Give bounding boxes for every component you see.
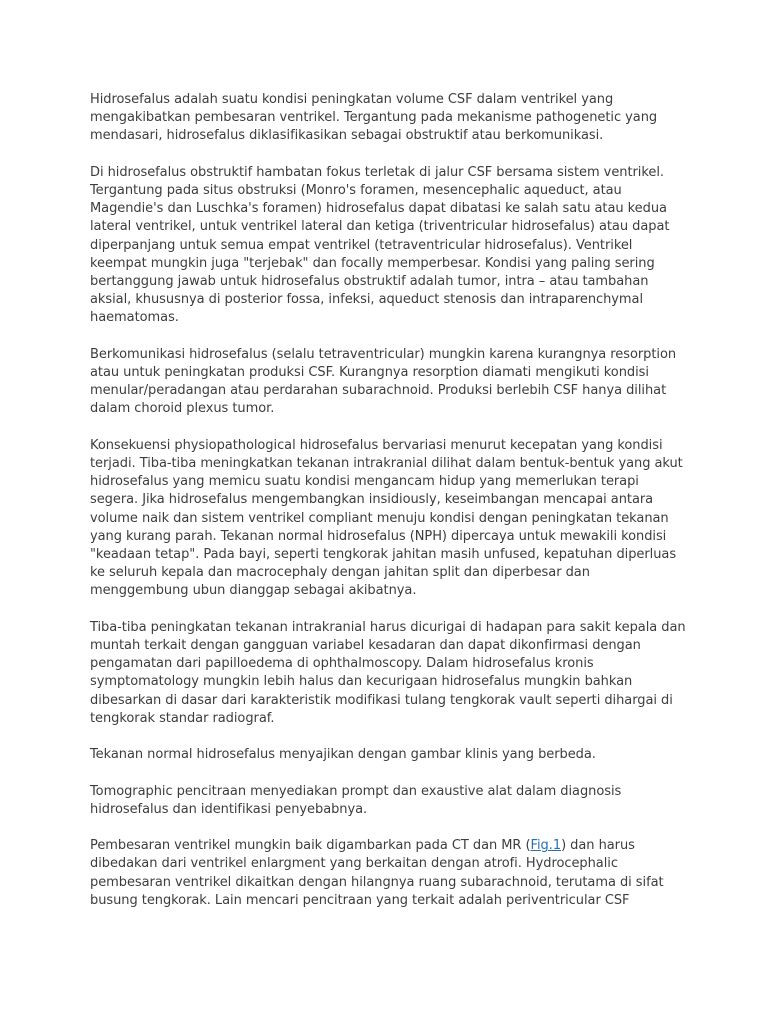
paragraph-communicating: Berkomunikasi hidrosefalus (selalu tetraventricular) mungkin karena kurangnya resorption atau untuk peningkatan produksi CSF. Kurangnya resorption diamati mengikuti kondisi menular/peradangan atau perdarahan subarachnoid. Produksi berlebih CSF hanya dilihat dalam choroid plexus tumor. <box>90 346 677 417</box>
paragraph-imaging: Tomographic pencitraan menyediakan prompt dan exaustive alat dalam diagnosis hidrosefalus dan identifikasi penyebabnya. <box>90 783 622 817</box>
paragraph-symptoms: Tiba-tiba peningkatan tekanan intrakranial harus dicurigai di hadapan para sakit kepala dan muntah terkait dengan gangguan variabel kesadaran dan dapat dikonfirmasi dengan pengamatan dari papilloedema di ophthalmoscopy. Dalam hidrosefalus kronis symptomatology mungkin lebih halus dan kecurigaan hidrosefalus mungkin bahkan dibesarkan di dasar dari karakteristik modifikasi tulang tengkorak vault seperti dihargai di tengkorak standar radiograf. <box>90 619 686 726</box>
paragraph-enlargement <box>90 837 686 910</box>
paragraph-nph: Tekanan normal hidrosefalus menyajikan dengan gambar klinis yang berbeda. <box>90 747 596 763</box>
document-page <box>90 91 686 928</box>
paragraph-enlargement-end: ) dan harus dibedakan dari ventrikel enlargment yang berkaitan dengan atrofi. Hydrocephalic pembesaran ventrikel dikaitkan dengan hilangnya ruang subarachnoid, terutama di sifat busung tengkorak. Lain mencari pencitraan yang terkait adalah periventricular CSF <box>90 838 664 908</box>
paragraph-obstructive: Di hidrosefalus obstruktif hambatan fokus terletak di jalur CSF bersama sistem ventrikel. Tergantung pada situs obstruksi (Monro's foramen, mesencephalic aqueduct, atau Magendie's dan Luschka's foramen) hidrosefalus dapat dibatasi ke salah satu atau kedua lateral ventrikel, untuk ventrikel lateral dan ketiga (triventricular hidrosefalus) atau dapat diperpanjang untuk semua empat ventrikel (tetraventricular hidrosefalus). Ventrikel keempat mungkin juga "terjebak" dan focally memperbesar. Kondisi yang paling sering bertanggung jawab untuk hidrosefalus obstruktif adalah tumor, intra – atau tambahan aksial, khususnya di posterior fossa, infeksi, aqueduct stenosis dan intraparenchymal haematomas. <box>90 164 670 326</box>
figure-1-link[interactable]: Fig.1 <box>530 838 562 854</box>
paragraph-physiopathology: Konsekuensi physiopathological hidrosefalus bervariasi menurut kecepatan yang kondisi terjadi. Tiba-tiba meningkatkan tekanan intrakranial dilihat dalam bentuk-bentuk yang akut hidrosefalus yang memicu suatu kondisi mengancam hidup yang memerlukan terapi segera. Jika hidrosefalus mengembangkan insidiously, keseimbangan mencapai antara volume naik dan sistem ventrikel compliant menuju kondisi dengan peningkatan tekanan yang kurang parah. Tekanan normal hidrosefalus (NPH) dipercaya untuk mewakili kondisi "keadaan tetap". Pada bayi, seperti tengkorak jahitan masih unfused, kepatuhan diperluas ke seluruh kepala dan macrocephaly dengan jahitan split dan diperbesar dan menggembung ubun dianggap sebagai akibatnya. <box>90 437 683 599</box>
paragraph-enlargement-start: Pembesaran ventrikel mungkin baik digambarkan pada CT dan MR ( <box>90 838 531 854</box>
paragraph-definition: Hidrosefalus adalah suatu kondisi peningkatan volume CSF dalam ventrikel yang mengakibatkan pembesaran ventrikel. Tergantung pada mekanisme pathogenetic yang mendasari, hidrosefalus diklasifikasikan sebagai obstruktif atau berkomunikasi. <box>90 92 658 144</box>
